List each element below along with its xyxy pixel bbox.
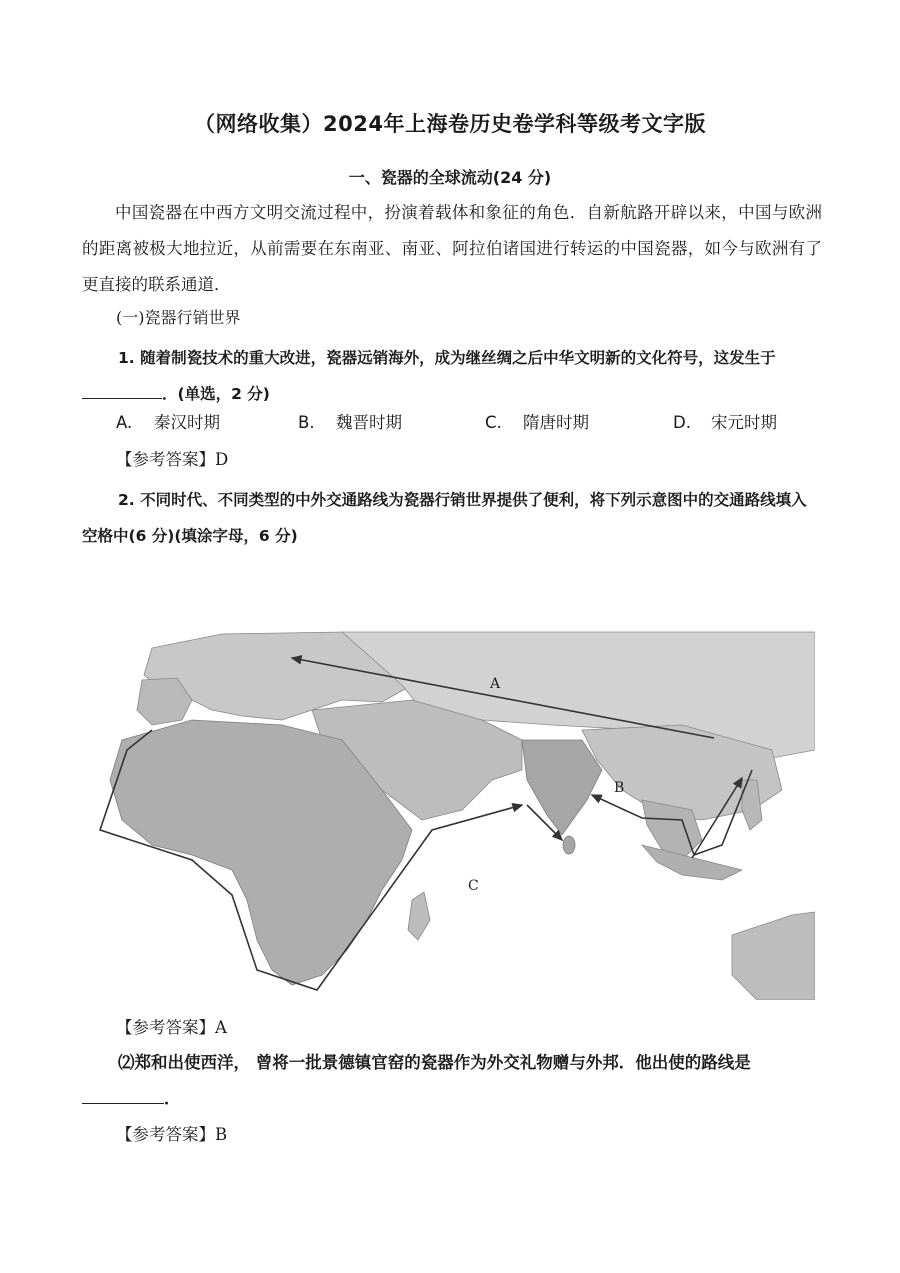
option-letter: D.	[673, 413, 691, 432]
question-3-text: ⑵郑和出使西洋， 曾将一批景德镇官窑的瓷器作为外交礼物赠与外邦．他出使的路线是	[118, 1053, 751, 1072]
option-letter: A.	[116, 413, 133, 432]
option-letter: B.	[298, 413, 315, 432]
intro-paragraph: 中国瓷器在中西方文明交流过程中，扮演着载体和象征的角色．自新航路开辟以来，中国与欧洲的距离被极大地拉近，从前需要在东南亚、南亚、阿拉伯诸国进行转运的中国瓷器，如今与欧洲有了更直接的联系通道．	[82, 203, 822, 294]
question-1-suffix: ．(单选，2 分)	[162, 385, 270, 403]
option-text: 秦汉时期	[154, 413, 220, 432]
option-text: 魏晋时期	[336, 413, 402, 432]
question-2-answer: 【参考答案】A	[116, 1018, 227, 1037]
option-text: 宋元时期	[711, 413, 777, 432]
question-3	[82, 1045, 822, 1117]
option-text: 隋唐时期	[523, 413, 589, 432]
question-1-answer: 【参考答案】D	[116, 450, 229, 469]
question-2	[82, 482, 822, 554]
answer-blank	[82, 1085, 164, 1104]
section-heading: 一、瓷器的全球流动(24 分)	[348, 168, 552, 187]
subheading: (一)瓷器行销世界	[116, 308, 241, 327]
question-3-suffix: ．	[164, 1089, 181, 1108]
route-a-label: A	[490, 676, 501, 692]
question-1-text: 1. 随着制瓷技术的重大改进，瓷器远销海外，成为继丝绸之后中华文明新的文化符号，这发生于	[118, 349, 776, 367]
option-d	[673, 409, 777, 433]
document-title: （网络收集）2024年上海卷历史卷学科等级考文字版	[194, 112, 706, 136]
option-c	[485, 409, 589, 433]
option-a	[116, 409, 220, 433]
answer-blank	[82, 380, 162, 399]
sri-lanka-landmass	[563, 836, 575, 854]
route-b-label: B	[614, 780, 625, 796]
question-2-text: 2. 不同时代、不同类型的中外交通路线为瓷器行销世界提供了便利，将下列示意图中的交通路线填入空格中(6 分)(填涂字母，6 分)	[82, 491, 807, 545]
question-1	[82, 340, 822, 412]
question-3-answer: 【参考答案】B	[116, 1125, 228, 1144]
option-b	[298, 409, 402, 433]
option-letter: C.	[485, 413, 502, 432]
route-c-label: C	[468, 878, 479, 894]
trade-routes-map	[82, 630, 815, 1000]
